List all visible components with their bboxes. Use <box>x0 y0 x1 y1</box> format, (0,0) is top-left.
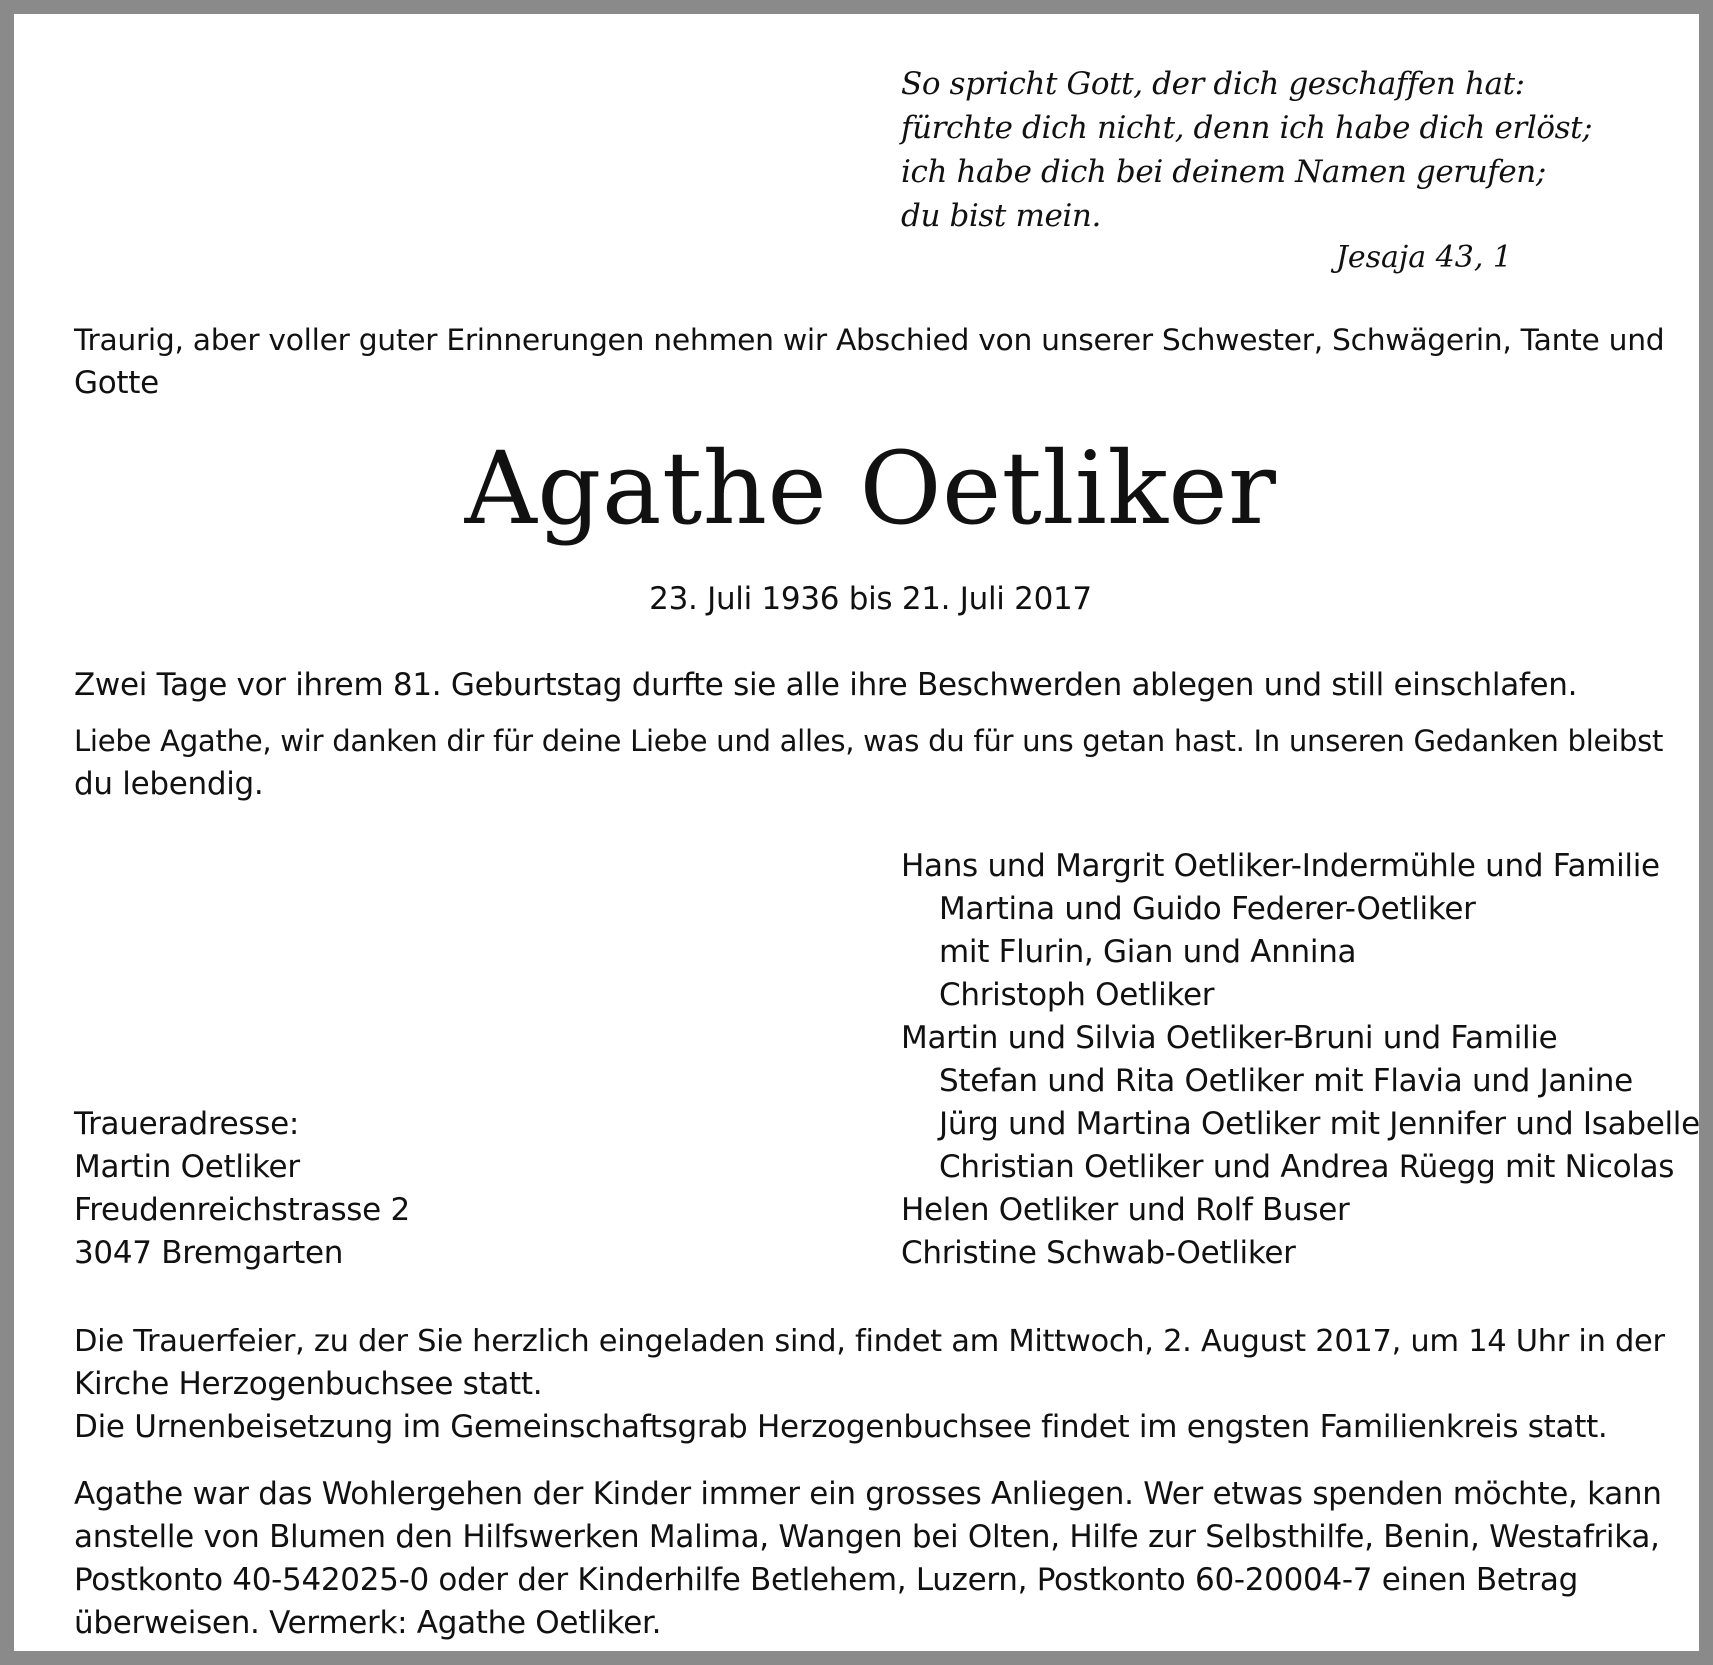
donation-line: Postkonto 40-542025-0 oder der Kinderhilfe Betlehem, Luzern, Postkonto 60-20004-7 einen Betrag <box>74 1562 1578 1598</box>
verse-line: du bist mein. <box>901 198 1101 234</box>
mourner-member: Christian Oetliker und Andrea Rüegg mit Nicolas <box>939 1149 1675 1185</box>
ceremony-line: Kirche Herzogenbuchsee statt. <box>74 1366 543 1402</box>
verse-line: So spricht Gott, der dich geschaffen hat: <box>901 66 1525 102</box>
gratitude-line: du lebendig. <box>74 766 264 802</box>
verse-line: ich habe dich bei deinem Namen gerufen; <box>901 154 1546 190</box>
farewell-paragraph <box>74 664 1674 707</box>
address-city: 3047 Bremgarten <box>74 1235 344 1271</box>
ceremony-line: Die Trauerfeier, zu der Sie herzlich eingeladen sind, findet am Mittwoch, 2. August 2017, um 14 Uhr in der <box>74 1324 1665 1359</box>
mourning-address <box>74 1103 674 1275</box>
mourners-list <box>901 845 1701 1275</box>
mourner-family: Christine Schwab-Oetliker <box>901 1235 1296 1271</box>
verse-reference: Jesaja 43, 1 <box>1335 240 1512 275</box>
intro-line: Gotte <box>74 365 159 401</box>
mourner-member: Jürg und Martina Oetliker mit Jennifer und Isabelle <box>939 1106 1700 1142</box>
farewell-line: Zwei Tage vor ihrem 81. Geburtstag durfte sie alle ihre Beschwerden ablegen und still einschlafen. <box>74 667 1578 703</box>
donation-line: anstelle von Blumen den Hilfswerken Malima, Wangen bei Olten, Hilfe zur Selbsthilfe, Benin, Westafrika, <box>74 1519 1660 1555</box>
life-dates: 23. Juli 1936 bis 21. Juli 2017 <box>649 581 1092 617</box>
mourner-member: Martina und Guido Federer-Oetliker <box>939 891 1476 927</box>
address-street: Freudenreichstrasse 2 <box>74 1192 410 1228</box>
donation-line: Agathe war das Wohlergehen der Kinder immer ein grosses Anliegen. Wer etwas spenden möchte, kann <box>74 1476 1662 1512</box>
deceased-name: Agathe Oetliker <box>464 430 1277 547</box>
gratitude-line: Liebe Agathe, wir danken dir für deine Liebe und alles, was du für uns getan hast. In unseren Gedanken bleibst <box>74 724 1664 758</box>
mourner-family: Hans und Margrit Oetliker-Indermühle und Familie <box>901 848 1660 884</box>
bible-verse <box>901 62 1621 238</box>
mourner-family: Helen Oetliker und Rolf Buser <box>901 1192 1350 1228</box>
donation-line: überweisen. Vermerk: Agathe Oetliker. <box>74 1605 662 1641</box>
mourner-member: Christoph Oetliker <box>939 977 1215 1013</box>
mourner-member: mit Flurin, Gian und Annina <box>939 934 1357 970</box>
gratitude-paragraph <box>74 720 1674 806</box>
intro-text <box>74 319 1674 405</box>
donation-paragraph <box>74 1473 1667 1645</box>
address-label: Traueradresse: <box>74 1106 300 1142</box>
mourner-family: Martin und Silvia Oetliker-Bruni und Familie <box>901 1020 1558 1056</box>
ceremony-line: Die Urnenbeisetzung im Gemeinschaftsgrab Herzogenbuchsee findet im engsten Familienkreis statt. <box>74 1409 1608 1445</box>
verse-line: fürchte dich nicht, denn ich habe dich erlöst; <box>901 110 1593 146</box>
mourner-member: Stefan und Rita Oetliker mit Flavia und Janine <box>939 1063 1633 1099</box>
address-name: Martin Oetliker <box>74 1149 300 1185</box>
intro-line: Traurig, aber voller guter Erinnerungen nehmen wir Abschied von unserer Schwester, Schwägerin, Tante und <box>74 323 1665 358</box>
ceremony-paragraph <box>74 1320 1674 1449</box>
